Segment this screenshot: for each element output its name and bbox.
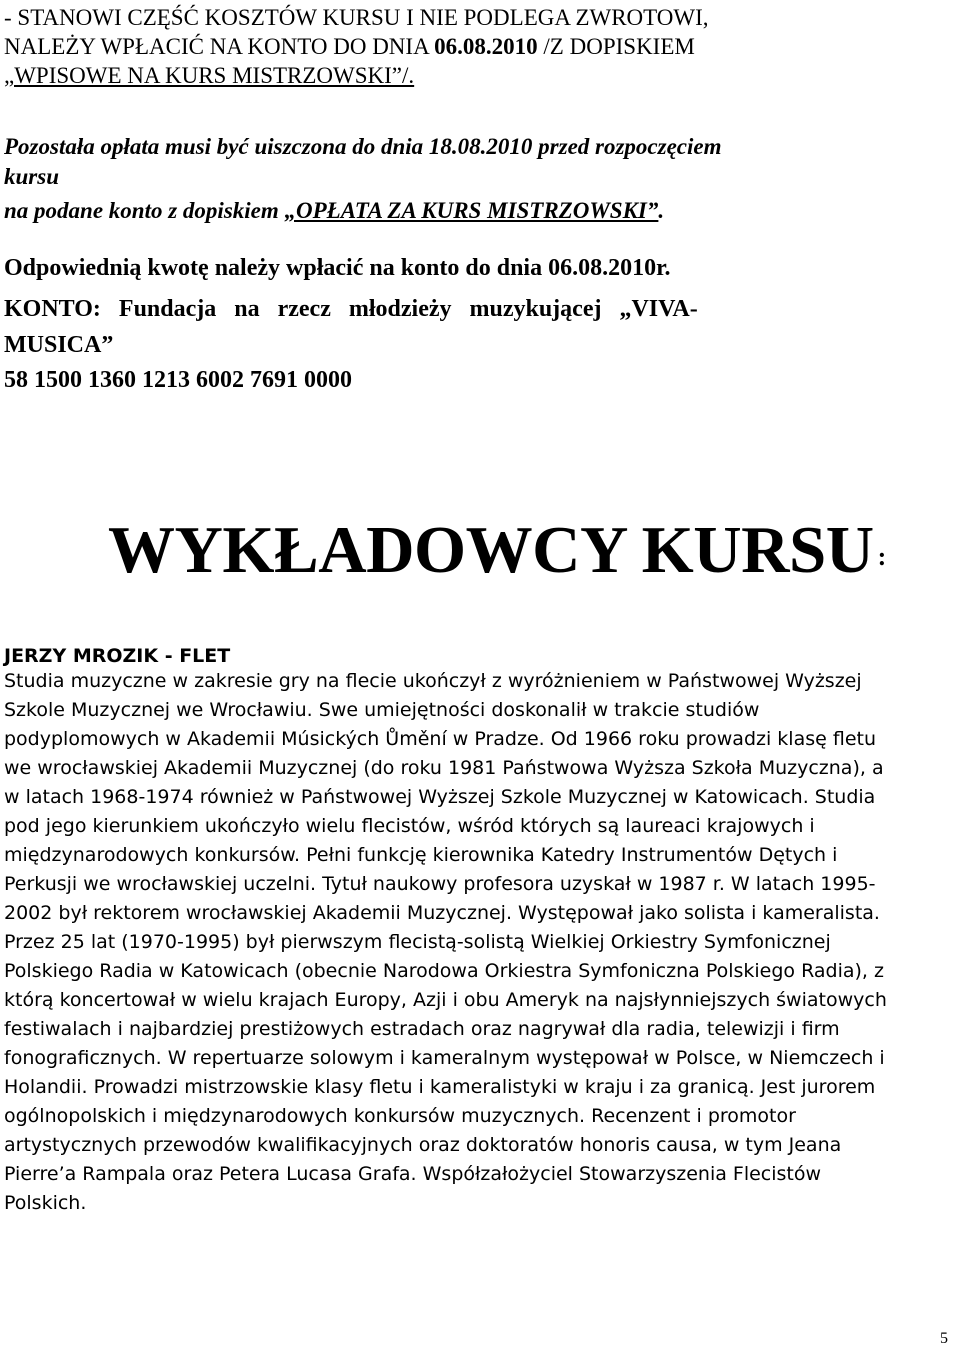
- bio-line: Studia muzyczne w zakresie gry na flecie ukończył z wyróżnieniem w Państwowej Wyższej: [4, 670, 862, 692]
- section-heading-text: WYKŁADOWCY KURSU: [108, 513, 874, 587]
- bio-line: fonograficznych. W repertuarze solowym i kameralnym występował w Polsce, w Niemczech i: [4, 1047, 885, 1069]
- bio-line: podyplomowych w Akademii Músických Ůmění w Pradze. Od 1966 roku prowadzi klasę fletu: [4, 728, 877, 750]
- remaining-line-1: Pozostała opłata musi być uiszczona do dnia 18.08.2010 przed rozpoczęciem: [4, 134, 722, 159]
- remaining-line-3: [4, 197, 664, 225]
- account-holder-line-2: MUSICA”: [4, 332, 114, 358]
- bio-line: pod jego kierunkiem ukończyło wielu flecistów, wśród których są laureaci krajowych i: [4, 815, 815, 837]
- bio-line: Perkusji we wrocławskiej uczelni. Tytuł naukowy profesora uzyskał w 1987 r. W latach 1995-: [4, 873, 876, 895]
- notice-line-2: [4, 33, 695, 61]
- bio-line: międzynarodowych konkursów. Pełni funkcję kierownika Katedry Instrumentów Dętych i: [4, 844, 838, 866]
- notice-line-2-pre: NALEŻY WPŁACIĆ NA KONTO DO DNIA: [4, 34, 435, 59]
- bio-line: artystycznych przewodów kwalifikacyjnych oraz doktoratów honoris causa, w tym Jeana: [4, 1134, 842, 1156]
- lecturer-name: JERZY MROZIK - FLET: [4, 645, 231, 667]
- section-heading-colon: :: [877, 541, 886, 571]
- payment-deadline: Odpowiednią kwotę należy wpłacić na konto do dnia 06.08.2010r.: [4, 255, 671, 281]
- account-number: 58 1500 1360 1213 6002 7691 0000: [4, 367, 352, 393]
- bio-line: Pierre’a Rampala oraz Petera Lucasa Grafa. Współzałożyciel Stowarzyszenia Flecistów: [4, 1163, 822, 1185]
- bio-line: którą koncertował w wielu krajach Europy, Azji i obu Ameryk na najsłynniejszych światowych: [4, 989, 887, 1011]
- bio-line: 2002 był rektorem wrocławskiej Akademii Muzycznej. Występował jako solista i kameralista.: [4, 902, 880, 924]
- remaining-line-3-post: .: [658, 198, 665, 223]
- notice-line-2-post: /Z DOPISKIEM: [537, 34, 695, 59]
- notice-line-3: „WPISOWE NA KURS MISTRZOWSKI”/.: [4, 63, 415, 88]
- remaining-line-3-pre: na podane konto z dopiskiem: [4, 198, 285, 223]
- remaining-transfer-title: „OPŁATA ZA KURS MISTRZOWSKI”: [284, 198, 659, 223]
- page-number: 5: [940, 1330, 948, 1347]
- bio-line: festiwalach i najbardziej prestiżowych estradach oraz nagrywał dla radia, telewizji i firm: [4, 1018, 840, 1040]
- account-holder-line-1: KONTO: Fundacja na rzecz młodzieży muzykującej „VIVA-: [4, 296, 698, 322]
- bio-line: Holandii. Prowadzi mistrzowskie klasy fletu i kameralistyki w kraju i za granicą. Jest jurorem: [4, 1076, 876, 1098]
- bio-line: Polskich.: [4, 1192, 87, 1214]
- bio-line: Polskiego Radia w Katowicach (obecnie Narodowa Orkiestra Symfoniczna Polskiego Radia), z: [4, 960, 884, 982]
- notice-line-1: - STANOWI CZĘŚĆ KOSZTÓW KURSU I NIE PODLEGA ZWROTOWI,: [4, 5, 709, 30]
- remaining-line-2: kursu: [4, 164, 59, 189]
- notice-deadline-date: 06.08.2010: [434, 34, 538, 59]
- lecturer-bio: [4, 667, 958, 1218]
- bio-line: Przez 25 lat (1970-1995) był pierwszym flecistą-solistą Wielkiej Orkiestry Symfonicznej: [4, 931, 831, 953]
- bio-line: ogólnopolskich i międzynarodowych konkursów muzycznych. Recenzent i promotor: [4, 1105, 796, 1127]
- bio-line: we wrocławskiej Akademii Muzycznej (do roku 1981 Państwowa Wyższa Szkoła Muzyczna), a: [4, 757, 884, 779]
- section-heading: [108, 510, 886, 597]
- bio-line: Szkole Muzycznej we Wrocławiu. Swe umiejętności doskonalił w trakcie studiów: [4, 699, 760, 721]
- bio-line: w latach 1968-1974 również w Państwowej Wyższej Szkole Muzycznej w Katowicach. Studia: [4, 786, 876, 808]
